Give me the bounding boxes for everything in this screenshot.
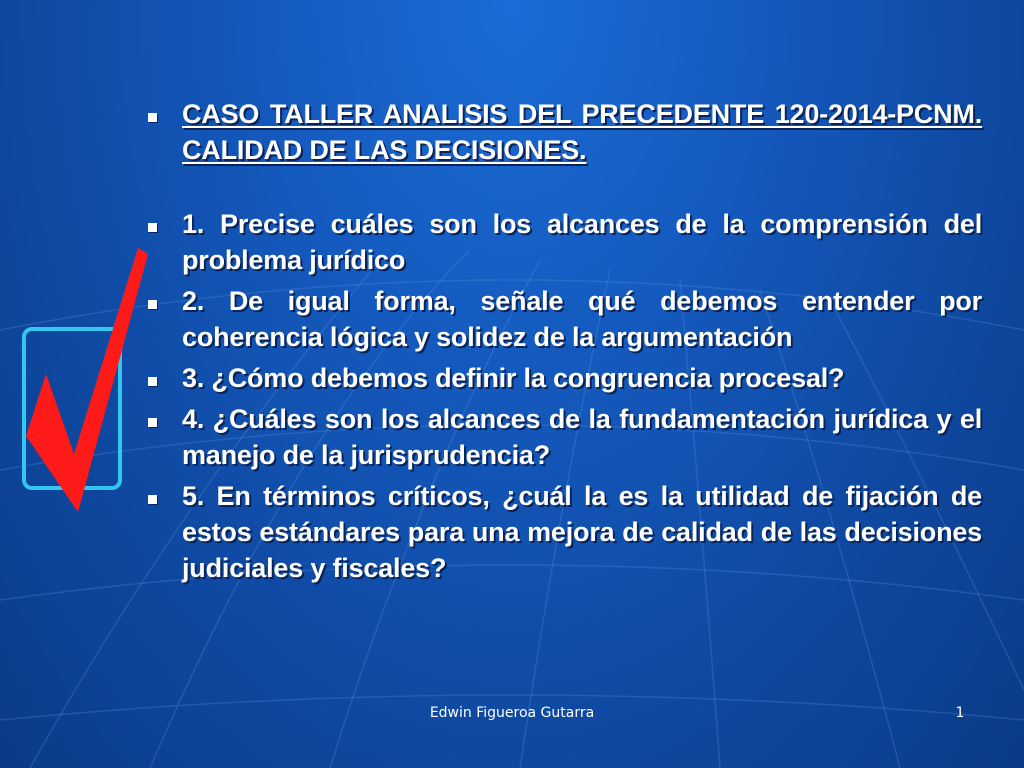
page-number: 1: [955, 705, 965, 721]
title-bullet: [140, 96, 982, 168]
question-2: [140, 283, 982, 355]
question-text: 3. ¿Cómo debemos definir la congruencia procesal?: [182, 363, 845, 393]
question-5: [140, 478, 982, 586]
red-checkmark-icon: [24, 248, 148, 516]
question-text: 4. ¿Cuáles son los alcances de la fundamentación jurídica y el manejo de la jurisprudencia?: [182, 404, 982, 470]
slide-content: [140, 96, 982, 586]
question-text: 5. En términos críticos, ¿cuál la es la utilidad de fijación de estos estándares para una mejora de calidad de las decisiones judiciales y fiscales?: [182, 481, 982, 583]
slide-title: CASO TALLER ANALISIS DEL PRECEDENTE 120-2014-PCNM. CALIDAD DE LAS DECISIONES.: [182, 99, 982, 165]
square-bullet-icon: [148, 495, 157, 504]
question-1: [140, 206, 982, 278]
square-bullet-icon: [148, 113, 157, 122]
question-4: [140, 401, 982, 473]
square-bullet-icon: [148, 377, 157, 386]
square-bullet-icon: [148, 223, 157, 232]
question-text: 2. De igual forma, señale qué debemos entender por coherencia lógica y solidez de la argumentación: [182, 286, 982, 352]
question-list: [140, 96, 982, 586]
square-bullet-icon: [148, 300, 157, 309]
question-3: [140, 360, 982, 396]
question-text: 1. Precise cuáles son los alcances de la comprensión del problema jurídico: [182, 209, 982, 275]
footer-author: Edwin Figueroa Gutarra: [429, 705, 595, 721]
square-bullet-icon: [148, 418, 157, 427]
